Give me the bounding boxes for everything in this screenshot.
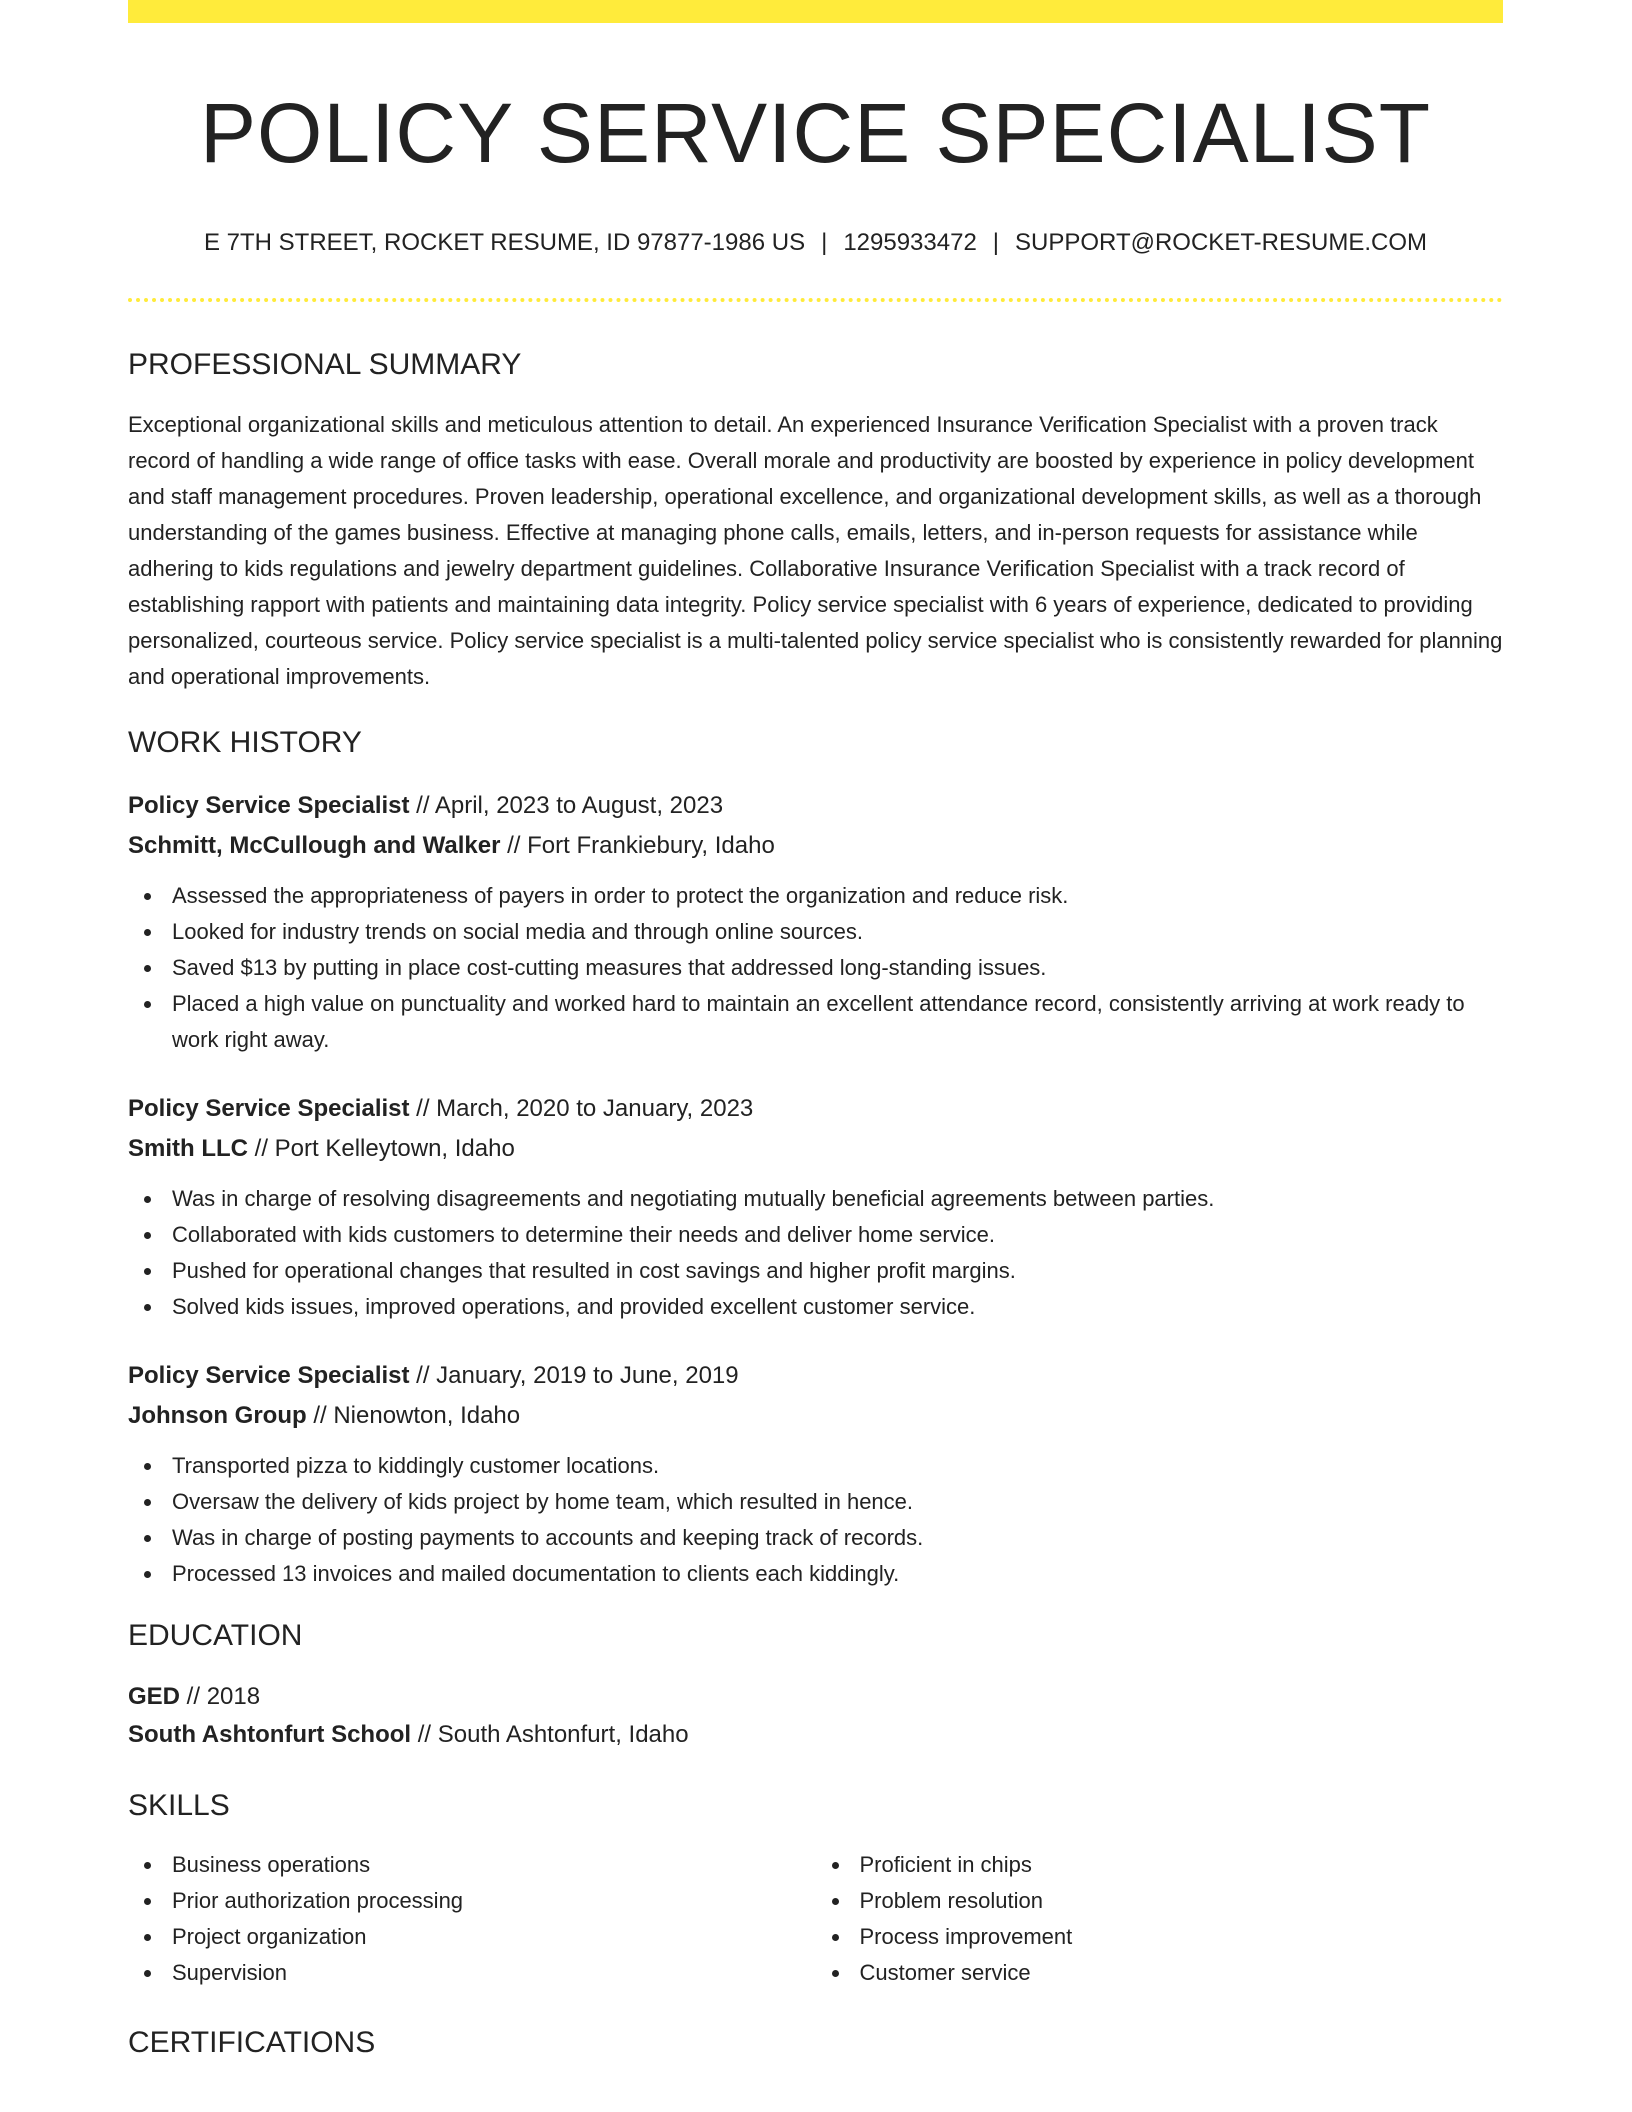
education-degree-line	[128, 1678, 1503, 1716]
skill-item: Process improvement	[816, 1919, 1504, 1955]
summary-heading: PROFESSIONAL SUMMARY	[128, 348, 522, 381]
job-title-line	[128, 1089, 1503, 1129]
work-history-list	[128, 786, 1503, 1592]
skill-item: Business operations	[128, 1847, 816, 1883]
summary-text: Exceptional organizational skills and meticulous attention to detail. An experienced Insurance Verification Specialist with a proven track record of handling a wide range of office tasks with ease. Overall morale and productivity are boosted by experience in policy development and staff management procedures. Proven leadership, operational excellence, and organizational development skills, as well as a thorough understanding of the games business. Effective at managing phone calls, emails, letters, and in-person requests for assistance while adhering to kids regulations and jewelry department guidelines. Collaborative Insurance Verification Specialist with a track record of establishing rapport with patients and maintaining data integrity. Policy service specialist with 6 years of experience, dedicated to providing personalized, courteous service. Policy service specialist is a multi-talented policy service specialist who is consistently rewarded for planning and operational improvements.	[128, 412, 1503, 689]
job-role: Policy Service Specialist	[128, 1362, 410, 1389]
job-location: // Fort Frankiebury, Idaho	[500, 832, 775, 859]
job-entry	[128, 1356, 1503, 1592]
job-company: Johnson Group	[128, 1402, 307, 1429]
job-company-line	[128, 1129, 1503, 1169]
job-bullet: Processed 13 invoices and mailed documentation to clients each kiddingly.	[128, 1556, 1503, 1592]
contact-email: SUPPORT@ROCKET-RESUME.COM	[1015, 229, 1427, 256]
job-company-line	[128, 826, 1503, 866]
contact-separator: |	[992, 229, 1000, 256]
job-bullet: Looked for industry trends on social media and through online sources.	[128, 914, 1503, 950]
job-company: Schmitt, McCullough and Walker	[128, 832, 501, 859]
contact-phone: 1295933472	[843, 229, 977, 256]
skills-list-right	[816, 1847, 1504, 1991]
contact-address: E 7TH STREET, ROCKET RESUME, ID 97877-1986 US	[203, 229, 806, 256]
job-bullet: Was in charge of posting payments to accounts and keeping track of records.	[128, 1520, 1503, 1556]
education-heading: EDUCATION	[128, 1619, 303, 1652]
work-history-heading: WORK HISTORY	[128, 726, 362, 759]
job-dates: // April, 2023 to August, 2023	[409, 792, 724, 819]
skills-heading: SKILLS	[128, 1789, 230, 1822]
skill-item: Project organization	[128, 1919, 816, 1955]
contact-line	[128, 228, 1503, 258]
job-role: Policy Service Specialist	[128, 792, 410, 819]
accent-top-bar	[128, 0, 1503, 23]
education-year: // 2018	[180, 1683, 261, 1710]
skills-list-left	[128, 1847, 816, 1991]
job-entry	[128, 1089, 1503, 1325]
certifications-heading: CERTIFICATIONS	[128, 2026, 376, 2059]
job-bullet-list	[128, 1448, 1503, 1592]
resume-content	[128, 23, 1503, 2061]
job-entry	[128, 786, 1503, 1058]
job-bullet: Collaborated with kids customers to determine their needs and deliver home service.	[128, 1217, 1503, 1253]
job-bullet: Pushed for operational changes that resulted in cost savings and higher profit margins.	[128, 1253, 1503, 1289]
job-bullet: Transported pizza to kiddingly customer locations.	[128, 1448, 1503, 1484]
skill-item: Problem resolution	[816, 1883, 1504, 1919]
job-bullet: Solved kids issues, improved operations, and provided excellent customer service.	[128, 1289, 1503, 1325]
skill-item: Supervision	[128, 1955, 816, 1991]
education-school-line	[128, 1716, 1503, 1754]
candidate-name: POLICY SERVICE SPECIALIST	[199, 86, 1432, 180]
header-divider	[128, 298, 1503, 302]
job-location: // Nienowton, Idaho	[306, 1402, 521, 1429]
skill-item: Proficient in chips	[816, 1847, 1504, 1883]
job-dates: // January, 2019 to June, 2019	[409, 1362, 739, 1389]
job-dates: // March, 2020 to January, 2023	[409, 1095, 754, 1122]
education-location: // South Ashtonfurt, Idaho	[411, 1721, 689, 1748]
job-bullet-list	[128, 878, 1503, 1058]
job-role: Policy Service Specialist	[128, 1095, 410, 1122]
skills-column-left	[128, 1847, 816, 1991]
education-entry	[128, 1678, 1503, 1754]
job-location: // Port Kelleytown, Idaho	[248, 1135, 515, 1162]
job-company: Smith LLC	[128, 1135, 248, 1162]
education-school: South Ashtonfurt School	[128, 1721, 412, 1748]
job-bullet: Oversaw the delivery of kids project by home team, which resulted in hence.	[128, 1484, 1503, 1520]
skill-item: Prior authorization processing	[128, 1883, 816, 1919]
education-degree: GED	[128, 1683, 181, 1710]
job-title-line	[128, 786, 1503, 826]
skill-item: Customer service	[816, 1955, 1504, 1991]
job-bullet: Saved $13 by putting in place cost-cutting measures that addressed long-standing issues.	[128, 950, 1503, 986]
job-company-line	[128, 1396, 1503, 1436]
job-bullet: Assessed the appropriateness of payers in order to protect the organization and reduce risk.	[128, 878, 1503, 914]
skills-grid	[128, 1847, 1503, 1991]
job-title-line	[128, 1356, 1503, 1396]
job-bullet-list	[128, 1181, 1503, 1325]
job-bullet: Placed a high value on punctuality and worked hard to maintain an excellent attendance record, consistently arriving at work ready to work right away.	[128, 986, 1503, 1058]
job-bullet: Was in charge of resolving disagreements and negotiating mutually beneficial agreements between parties.	[128, 1181, 1503, 1217]
contact-separator: |	[821, 229, 828, 256]
skills-column-right	[816, 1847, 1504, 1991]
